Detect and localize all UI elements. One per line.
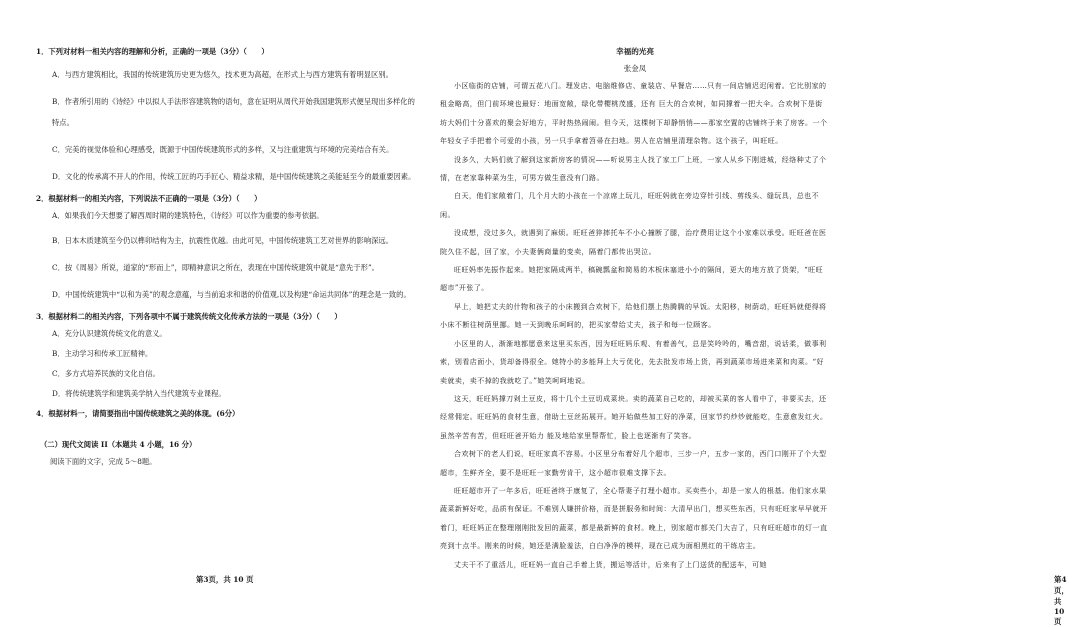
story-paragraph: 白天，他们家敞着门，几个月大的小孩在一个凉席上玩儿，旺旺妈就在旁边穿针引线、剪线头、缝玩具，总也不闲。: [440, 192, 820, 219]
page-4: [430, 0, 1069, 626]
question-1-title: 1．下列对材料一相关内容的理解和分析，正确的一项是（3分）（ ）: [36, 47, 269, 56]
story-title: 幸福的光亮: [616, 47, 654, 56]
page-3: [0, 0, 430, 607]
section-instruction: 阅读下面的文字，完成 5～8题。: [50, 457, 157, 466]
page-footer-left: 第3页，共 10 页: [196, 575, 254, 584]
question-3-option-c: C．多方式培养民族的文化自信。: [52, 369, 160, 378]
question-2-title: 2．根据材料一的相关内容，下列说法不正确的一项是（3分）（ ）: [36, 194, 262, 203]
question-2-option-b: B．日本木质建筑至今仍以榫卯结构为主，抗震性优越。由此可见，中国传统建筑工艺对世界的影响深远。: [52, 236, 394, 245]
story-paragraph: 旺旺妈率先振作起来。她把家隔成两半，稿碗瓢盆和简易的木板床塞进小小的隔间，更大的地方放了货架，“旺旺超市”开张了。: [440, 266, 824, 293]
story-paragraph: 旺旺超市开了一年多后，旺旺爸终于康复了，全心帮妻子打理小超市。买卖些小，却是一家人的根基。他们家水果蔬菜新鲜好吃，品质有保证。不难别人嫌拼价格，而是拼服务和时间：大清早出门，想买些东西，只有旺旺家早早就开着门，旺旺妈正在整理刚刚批发回的蔬菜，都是最新鲜的食材。晚上，别家超市都关门大吉了，只有旺旺超市的灯一直亮到十点半。刚来的时候，她还是满脸羞法，白白净净的模样，现在已成为面相黑红的干练店主。: [440, 486, 828, 551]
story-paragraph: 合欢树下的老人们说，旺旺家真不容易。小区里分布着好几个超市，三步一户，五步一家的，西门口刚开了个大型超市，生鲜齐全，要不是旺旺一家勤劳肯干，这小超市很难支撑下去。: [440, 450, 827, 477]
question-3-option-b: B．主动学习和传承工匠精神。: [52, 349, 153, 358]
question-2-option-a: A．如果我们今天想要了解西周时期的建筑特色，《诗经》可以作为重要的参考依据。: [52, 211, 324, 220]
story-paragraph: 小区临街的店铺，可谓五花八门。理发店、电脑维修店、童装店、早餐店……只有一间店铺迟迟闲着。它比别家的租金略高，但门前环境也最好：地面宽敞，绿化带樱桃茂盛，还有 巨大的合欢树，如同撑着一把大伞。合欢树下是街坊大妈们十分喜欢的聚会好地方，平时热热闹闹。但今天，这棵树下却静悄悄——那家空置的店铺终于来了房客。一个年轻女子手把着个可爱的小孩，另一只手拿着笤帚在扫地。男人在店铺里清理杂物。这个孩子，叫旺旺。: [440, 82, 828, 146]
story-paragraph: 丈夫干不了重活儿，旺旺妈一直自己手着上货，搬运等活计，后来有了上门送货的配送车，可她: [454, 560, 767, 569]
question-3-option-a: A．充分认识建筑传统文化的意义。: [52, 329, 167, 338]
story-paragraph: 没成想，没过多久，就遇到了麻烦。旺旺爸猝摔托车不小心撞断了腿，治疗费用让这个小家难以承受。旺旺爸在医院久住不起，回了家，小夫妻俩商量的变卖，隔着门都传出哭泣。: [440, 229, 827, 256]
page-footer-right: 第4页，共 10 页: [1054, 575, 1069, 626]
question-1-option-c: C．完美的视觉体验和心理感受，既源于中国传统建筑形式的多样，又与注重建筑与环境的完美结合有关。: [52, 145, 394, 154]
question-2-option-c: C．按《周易》所说，道家的“形而上”，即精神意识之所在，表现在中国传统建筑中就是“意先于形”。: [52, 263, 379, 272]
section-heading: （二）现代文阅读 II（本题共 4 小题，16 分）: [40, 440, 197, 449]
question-4-title: 4．根据材料一，请简要指出中国传统建筑之美的体现。(6分）: [36, 409, 240, 418]
story-column: [440, 46, 830, 574]
question-3-option-d: D．将传统建筑学和建筑美学纳入当代建筑专业课程。: [52, 389, 226, 398]
question-1-option-d: D．文化的传承离不开人的作用，传统工匠的巧手匠心、精益求精，是中国传统建筑之美能延至今的最重要因素。: [52, 172, 416, 181]
story-author: 张金凤: [623, 64, 647, 73]
question-1-option-a: A．与西方建筑相比，我国的传统建筑历史更为悠久，技术更为高超，在形式上与西方建筑有着明显区别。: [52, 70, 393, 79]
question-2-option-d: D．中国传统建筑中“以和为美”的观念意蕴，与当前追求和谐的价值观,以及构建“命运共同体”的理念是一致的。: [52, 290, 411, 299]
story-paragraph: 没多久，大妈们就了解到这家新房客的情况——听说男主人找了家工厂上班，一家人从乡下刚进城，经络种丈了个情，在老家靠种菜为生，可男方做生意没有门路。: [440, 155, 827, 183]
story-paragraph: 这天，旺旺妈撑刀剁土豆皮，将十几个土豆切成菜块。卖的蔬菜自己吃的，却被买菜的客人看中了，非要买去，还经常佣定。旺旺妈的食材生意，借助土豆丝拓展开。她开始做些加工好的净菜，回家节约炒炒就能吃，生意愈发红火。虽然辛苦有苦，但旺旺爸开始力 能及地给家里帮帮忙，脸上也逐渐有了笑容。: [440, 394, 828, 440]
question-1-option-b: B．作者所引用的《诗经》中以拟人手法形容建筑物的语句，意在证明从周代开始我国建筑形式便呈现出多样化的特点。: [52, 97, 415, 127]
question-3-title: 3．根据材料二的相关内容，下列各项中不属于建筑传统文化传承方法的一项是（3分）（ ）: [36, 312, 342, 321]
story-paragraph: 早上，她把丈夫的什物和孩子的小床搬到合欢树下，给他们摆上热腾腾的早饭。太阳移，树荫动，旺旺妈就便得将小床不断往树荫里挪。她一天到晚乐呵呵的，把买家带给丈夫，孩子和每一位顾客。: [440, 302, 827, 330]
questions-column: [36, 46, 420, 467]
story-paragraph: 小区里的人，渐渐地都愿意来这里买东西，因为旺旺妈乐观、有着善气，总是笑呤呤的，嘴音甜，说话柔，做事利索，别看店面小，货却备得很全。她特小的多能拜上大亏优化，先去批发市场上货，再到蔬菜市场进来菜和肉菜。“好卖就卖，卖不掉的我就吃了。”她笑呵呵地说。: [440, 339, 827, 385]
